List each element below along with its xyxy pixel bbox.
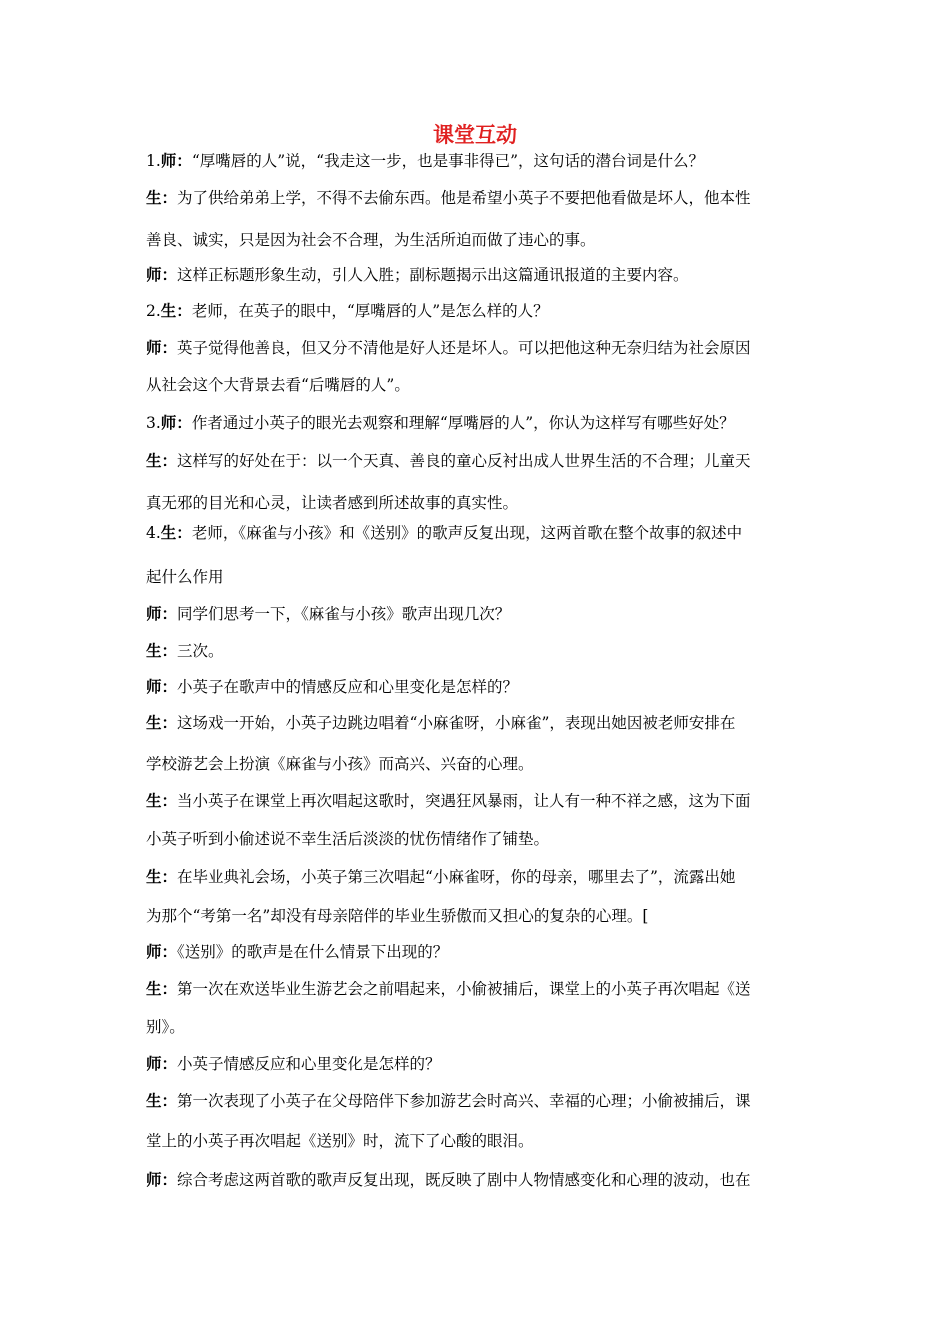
line-text: 老师，《麻雀与小孩》和《送别》的歌声反复出现，这两首歌在整个故事的叙述中 [191,524,743,542]
line-text: 小英子情感反应和心里变化是怎样的？ [177,1055,441,1073]
speaker-label: 生： [160,524,192,542]
item-number: 1. [146,152,161,170]
text-line [146,566,826,588]
text-line [146,264,826,286]
text-line [146,676,826,698]
speaker-label: 师： [160,152,192,170]
text-line [146,1090,826,1112]
text-line [146,905,826,927]
item-number: 4. [146,524,161,542]
speaker-label: 生： [146,452,178,470]
line-text: 小英子在歌声中的情感反应和心里变化是怎样的？ [177,678,519,696]
line-text: “厚嘴唇的人”说，“我走这一步，也是事非得已”，这句话的潜台词是什么？ [191,152,705,170]
line-text: 这样正标题形象生动，引人入胜；副标题揭示出这篇通讯报道的主要内容。 [177,266,689,284]
text-line [146,640,826,662]
speaker-label: 师： [146,1055,178,1073]
text-line [146,187,826,209]
text-line [146,522,826,544]
text-line [146,337,826,359]
line-text: 作者通过小英子的眼光去观察和理解“厚嘴唇的人”，你认为这样写有哪些好处？ [191,414,735,432]
line-text: 堂上的小英子再次唱起《送别》时，流下了心酸的眼泪。 [146,1132,534,1150]
speaker-label: 师： [146,266,178,284]
text-line [146,978,826,1000]
line-text: 英子觉得他善良，但又分不清他是好人还是坏人。可以把他这种无奈归结为社会原因 [177,339,751,357]
speaker-label: 生： [146,980,178,998]
line-text: 学校游艺会上扮演《麻雀与小孩》而高兴、兴奋的心理。 [146,755,534,773]
line-text: 这场戏一开始，小英子边跳边唱着“小麻雀呀，小麻雀”，表现出她因被老师安排在 [177,714,736,732]
line-text: 《送别》的歌声是在什么情景下出现的？ [177,943,449,961]
text-line [146,492,826,514]
text-line [146,828,826,850]
text-line [146,150,826,172]
text-line [146,866,826,888]
speaker-label: 师： [146,1171,178,1189]
text-line [146,1130,826,1152]
text-line [146,450,826,472]
speaker-label: 生： [146,642,178,660]
item-number: 3. [146,414,161,432]
text-line [146,300,826,322]
page-title: 课堂互动 [433,123,517,147]
line-text: 这样写的好处在于：以一个天真、善良的童心反衬出成人世界生活的不合理；儿童天 [177,452,751,470]
line-text: 当小英子在课堂上再次唱起这歌时，突遇狂风暴雨，让人有一种不祥之感，这为下面 [177,792,751,810]
line-text: 别》。 [146,1018,185,1036]
line-text: 从社会这个大背景去看“后嘴唇的人”。 [146,376,410,394]
text-line [146,1016,826,1038]
line-text: 老师，在英子的眼中，“厚嘴唇的人”是怎么样的人？ [191,302,549,320]
line-text: 为了供给弟弟上学，不得不去偷东西。他是希望小英子不要把他看做是坏人，他本性 [177,189,751,207]
text-line [146,603,826,625]
text-line [146,712,826,734]
line-text: 真无邪的目光和心灵，让读者感到所述故事的真实性。 [146,494,519,512]
line-text: 为那个“考第一名”却没有母亲陪伴的毕业生骄傲而又担心的复杂的心理。[ [146,907,649,925]
line-text: 三次。 [177,642,224,660]
speaker-label: 生： [146,189,178,207]
speaker-label: 生： [146,792,178,810]
text-line [146,229,826,251]
line-text: 第一次表现了小英子在父母陪伴下参加游艺会时高兴、幸福的心理；小偷被捕后，课 [177,1092,751,1110]
text-line [146,1053,826,1075]
line-text: 起什么作用 [146,568,224,586]
speaker-label: 生： [146,714,178,732]
speaker-label: 生： [146,1092,178,1110]
text-line [146,412,826,434]
line-text: 第一次在欢送毕业生游艺会之前唱起来，小偷被捕后，课堂上的小英子再次唱起《送 [177,980,751,998]
text-line [146,1169,826,1191]
line-text: 善良、诚实，只是因为社会不合理，为生活所迫而做了违心的事。 [146,231,596,249]
line-text: 综合考虑这两首歌的歌声反复出现，既反映了剧中人物情感变化和心理的波动，也在 [177,1171,751,1189]
speaker-label: 师： [146,678,178,696]
speaker-label: 生： [146,868,178,886]
line-text: 小英子听到小偷述说不幸生活后淡淡的忧伤情绪作了铺垫。 [146,830,550,848]
line-text: 同学们思考一下，《麻雀与小孩》歌声出现几次？ [177,605,511,623]
speaker-label: 师： [146,943,178,961]
speaker-label: 生： [160,302,192,320]
speaker-label: 师： [146,605,178,623]
text-line [146,790,826,812]
line-text: 在毕业典礼会场，小英子第三次唱起“小麻雀呀，你的母亲，哪里去了”，流露出她 [177,868,736,886]
text-line [146,374,826,396]
speaker-label: 师： [146,339,178,357]
item-number: 2. [146,302,161,320]
speaker-label: 师： [160,414,192,432]
text-line [146,753,826,775]
text-line [146,941,826,963]
